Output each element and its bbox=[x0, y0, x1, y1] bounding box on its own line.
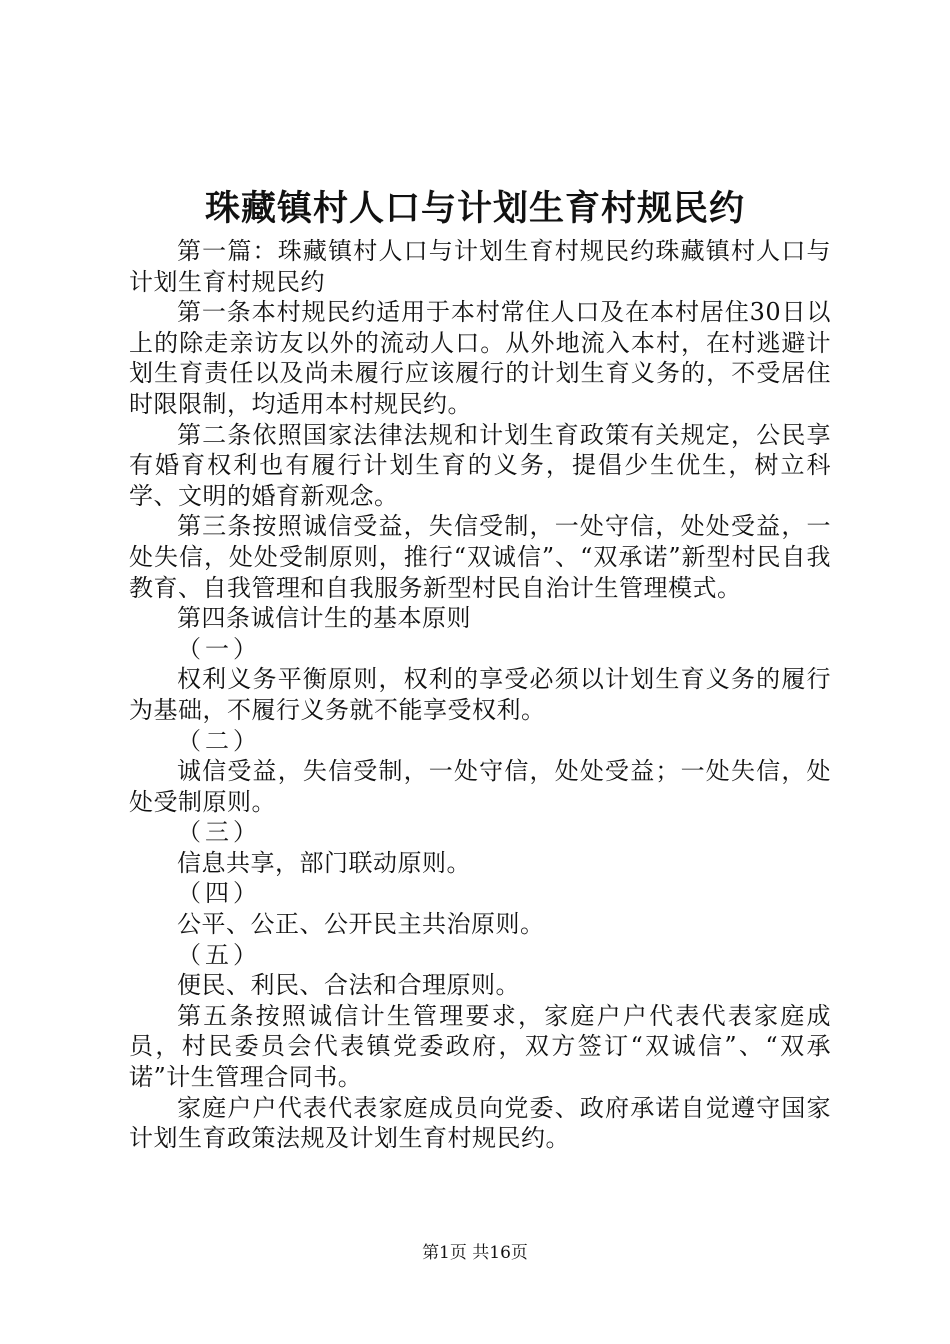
paragraph: 公平、公正、公开民主共治原则。 bbox=[177, 910, 545, 939]
paragraph: 第一篇：珠藏镇村人口与计划生育村规民约珠藏镇村人口与计划生育村规民约 bbox=[129, 237, 831, 296]
paragraph: 第三条按照诚信受益，失信受制，一处守信，处处受益，一处失信，处处受制原则，推行“双诚信”、“双承诺”新型村民自我教育、自我管理和自我服务新型村民自治计生管理模式。 bbox=[129, 512, 831, 602]
section-number: （三） bbox=[177, 818, 261, 847]
paragraph: 权利义务平衡原则，权利的享受必须以计划生育义务的履行为基础，不履行义务就不能享受权利。 bbox=[129, 665, 831, 724]
section-number: （一） bbox=[177, 634, 261, 663]
paragraph: 家庭户户代表代表家庭成员向党委、政府承诺自觉遵守国家计划生育政策法规及计划生育村规民约。 bbox=[129, 1093, 831, 1153]
paragraph: 诚信受益，失信受制，一处守信，处处受益；一处失信，处处受制原则。 bbox=[129, 757, 831, 816]
page-number-footer: 第1页 共16页 bbox=[422, 1243, 528, 1263]
paragraph: 第五条按照诚信计生管理要求，家庭户户代表代表家庭成员，村民委员会代表镇党委政府，双方签订“双诚信”、“双承诺”计生管理合同书。 bbox=[129, 1001, 831, 1092]
paragraph: 第一条本村规民约适用于本村常住人口及在本村居住30日以上的除走亲访友以外的流动人口。从外地流入本村，在村逃避计划生育责任以及尚未履行应该履行的计划生育义务的，不受居住时限限制，均适用本村规民约。 bbox=[129, 298, 831, 418]
paragraph: 第二条依照国家法律法规和计划生育政策有关规定，公民享有婚育权利也有履行计划生育的义务，提倡少生优生，树立科学、文明的婚育新观念。 bbox=[129, 420, 831, 510]
section-number: （五） bbox=[177, 940, 261, 969]
paragraph: 第四条诚信计生的基本原则 bbox=[177, 604, 471, 633]
document-body bbox=[129, 236, 831, 1154]
paragraph: 信息共享，部门联动原则。 bbox=[177, 848, 471, 877]
document-title: 珠藏镇村人口与计划生育村规民约 bbox=[204, 188, 745, 229]
section-number: （四） bbox=[177, 879, 261, 908]
paragraph: 便民、利民、合法和合理原则。 bbox=[177, 971, 520, 1000]
section-number: （二） bbox=[177, 726, 261, 755]
